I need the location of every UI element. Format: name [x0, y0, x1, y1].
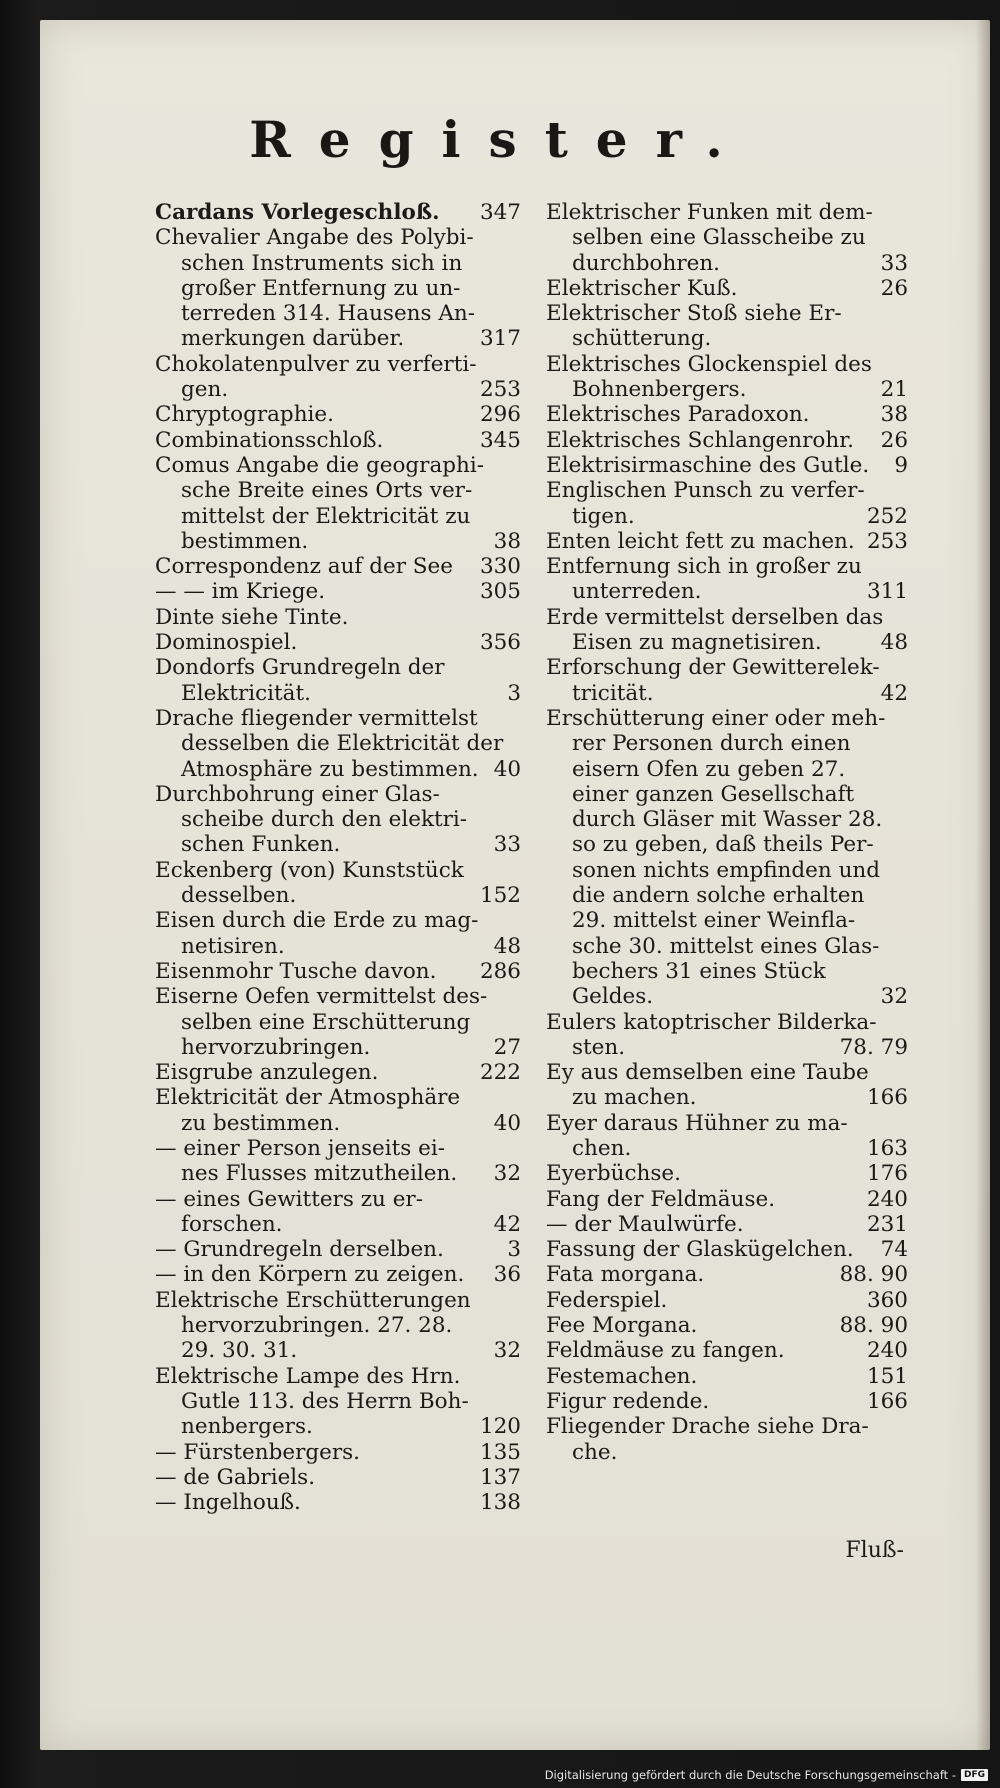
- index-entry: [546, 1288, 908, 1313]
- page-number: 305: [479, 579, 521, 605]
- entry-text-line: eisern Ofen zu geben 27.: [572, 756, 846, 782]
- entry-text-line: selben eine Erschütterung: [181, 1009, 471, 1035]
- entry-text-line: desselben die Elektricität der: [181, 731, 504, 757]
- index-entry: [155, 782, 521, 858]
- entry-text-line: zu bestimmen.: [181, 1110, 341, 1136]
- entry-text-line: Drache fliegender vermittelst: [155, 705, 478, 731]
- page-number: 347: [479, 200, 521, 225]
- entry-text-line: tricität.: [572, 680, 654, 706]
- index-entry: [546, 453, 908, 478]
- index-entry: [546, 1338, 908, 1363]
- entry-text-line: Elektricität.: [181, 680, 311, 706]
- page-edge-shadow: [976, 20, 990, 1750]
- page-number: 74: [880, 1237, 908, 1263]
- index-entry: [546, 529, 908, 554]
- page-number: 88. 90: [839, 1313, 908, 1339]
- entry-text-line: Cardans Vorlegeschloß.: [155, 200, 440, 225]
- index-column-right: [546, 200, 908, 1465]
- index-entry: [546, 1212, 908, 1237]
- entry-text-line: großer Entfernung zu un-: [181, 275, 461, 301]
- page-number: 311: [866, 579, 908, 605]
- entry-text-line: Eyer daraus Hühner zu ma-: [546, 1110, 848, 1136]
- entry-text-line: bechers 31 eines Stück: [572, 958, 826, 984]
- index-entry: [546, 1262, 908, 1287]
- entry-text-line: Eisen durch die Erde zu mag-: [155, 908, 479, 934]
- index-entry: [546, 1161, 908, 1186]
- page-number: 330: [479, 554, 521, 580]
- page-number: 231: [866, 1211, 908, 1237]
- entry-text-line: Eiserne Oefen vermittelst des-: [155, 984, 488, 1010]
- index-entry: [546, 276, 908, 301]
- entry-text-line: nes Flusses mitzutheilen.: [181, 1161, 458, 1187]
- entry-text-line: Englischen Punsch zu verfer-: [546, 478, 865, 504]
- entry-text-line: che.: [572, 1439, 618, 1465]
- entry-text-line: Dinte siehe Tinte.: [155, 604, 349, 630]
- entry-text-line: Elektrisches Paradoxon.: [546, 402, 810, 428]
- entry-text-line: schütterung.: [572, 326, 712, 352]
- entry-text-line: Eulers katoptrischer Bilderka-: [546, 1009, 877, 1035]
- index-entry: [546, 554, 908, 605]
- entry-text-line: Erde vermittelst derselben das: [546, 604, 884, 630]
- entry-text-line: — einer Person jenseits ei-: [155, 1135, 446, 1161]
- index-entry: [155, 1060, 521, 1085]
- entry-text-line: — de Gabriels.: [155, 1464, 316, 1490]
- entry-text-line: Elektrisches Schlangenrohr.: [546, 427, 854, 453]
- entry-text-line: desselben.: [181, 883, 297, 909]
- entry-text-line: Fang der Feldmäuse.: [546, 1186, 776, 1212]
- page-number: 38: [493, 528, 521, 554]
- entry-text-line: Feldmäuse zu fangen.: [546, 1338, 785, 1364]
- index-entry: [155, 1136, 521, 1187]
- dfg-logo-icon: DFG: [961, 1769, 988, 1781]
- page-number: 137: [479, 1464, 521, 1490]
- index-column-left: [155, 200, 521, 1515]
- entry-text-line: zu machen.: [572, 1085, 697, 1111]
- index-entry: [155, 630, 521, 655]
- page-number: 32: [493, 1338, 521, 1364]
- entry-text-line: Erschütterung einer oder meh-: [546, 705, 886, 731]
- entry-text-line: Ey aus demselben eine Taube: [546, 1060, 869, 1086]
- entry-text-line: scheibe durch den elektri-: [181, 807, 468, 833]
- index-entry: [155, 984, 521, 1060]
- index-entry: [546, 1237, 908, 1262]
- page-number: 222: [479, 1060, 521, 1086]
- page-number: 9: [894, 452, 908, 478]
- page-number: 356: [479, 630, 521, 656]
- entry-text-line: netisiren.: [181, 933, 285, 959]
- entry-text-line: — Grundregeln derselben.: [155, 1237, 444, 1263]
- entry-text-line: Fata morgana.: [546, 1262, 705, 1288]
- index-entry: [546, 1010, 908, 1061]
- index-entry: [155, 1187, 521, 1238]
- entry-text-line: Federspiel.: [546, 1287, 668, 1313]
- index-entry: [546, 1111, 908, 1162]
- entry-text-line: Eisen zu magnetisiren.: [572, 630, 822, 656]
- page-number: 151: [866, 1363, 908, 1389]
- entry-text-line: Elektrischer Stoß siehe Er-: [546, 301, 842, 327]
- entry-text-line: — in den Körpern zu zeigen.: [155, 1262, 465, 1288]
- entry-text-line: 29. 30. 31.: [181, 1338, 298, 1364]
- entry-text-line: Elektricität der Atmosphäre: [155, 1085, 461, 1111]
- page-number: 32: [880, 984, 908, 1010]
- footer-text: Digitalisierung gefördert durch die Deutsche Forschungsgemeinschaft -: [544, 1768, 956, 1782]
- entry-text-line: Correspondenz auf der See: [155, 554, 453, 580]
- entry-text-line: Eisenmohr Tusche davon.: [155, 958, 437, 984]
- entry-text-line: Elektrische Lampe des Hrn.: [155, 1363, 461, 1389]
- page-number: 240: [866, 1186, 908, 1212]
- index-entry: [546, 1060, 908, 1111]
- entry-text-line: Chevalier Angabe des Polybi-: [155, 225, 474, 251]
- entry-text-line: schen Funken.: [181, 832, 341, 858]
- page-number: 360: [866, 1287, 908, 1313]
- entry-text-line: — Fürstenbergers.: [155, 1439, 361, 1465]
- index-entry: [546, 1414, 908, 1465]
- entry-text-line: bestimmen.: [181, 528, 309, 554]
- digitization-footer: [545, 1768, 988, 1782]
- page-number: 253: [479, 377, 521, 403]
- entry-text-line: Elektrischer Funken mit dem-: [546, 200, 873, 225]
- entry-text-line: terreden 314. Hausens An-: [181, 301, 476, 327]
- entry-text-line: Elektrisirmaschine des Gutle.: [546, 452, 870, 478]
- page-number: 253: [866, 528, 908, 554]
- entry-text-line: tigen.: [572, 503, 635, 529]
- page-number: 135: [479, 1439, 521, 1465]
- entry-text-line: Eisgrube anzulegen.: [155, 1060, 379, 1086]
- index-entry: [155, 1440, 521, 1465]
- entry-text-line: Chokolatenpulver zu verferti-: [155, 351, 477, 377]
- entry-text-line: hervorzubringen. 27. 28.: [181, 1313, 453, 1339]
- page-number: 317: [479, 326, 521, 352]
- index-entry: [155, 352, 521, 403]
- entry-text-line: Elektrische Erschütterungen: [155, 1287, 471, 1313]
- page-number: 42: [493, 1211, 521, 1237]
- index-entry: [546, 301, 908, 352]
- index-entry: [155, 200, 521, 225]
- index-entry: [546, 428, 908, 453]
- entry-text-line: durch Gläser mit Wasser 28.: [572, 807, 883, 833]
- page-number: 33: [880, 250, 908, 276]
- index-entry: [155, 1262, 521, 1287]
- page-number: 166: [866, 1388, 908, 1414]
- index-entry: [546, 1364, 908, 1389]
- index-entry: [546, 402, 908, 427]
- entry-text-line: Festemachen.: [546, 1363, 698, 1389]
- page-number: 3: [507, 680, 521, 706]
- index-entry: [155, 554, 521, 579]
- index-entry: [546, 1313, 908, 1338]
- page-number: 40: [493, 756, 521, 782]
- entry-text-line: Combinationsschloß.: [155, 427, 384, 453]
- page-number: 48: [493, 933, 521, 959]
- index-entry: [546, 655, 908, 706]
- page-number: 286: [479, 958, 521, 984]
- entry-text-line: Atmosphäre zu bestimmen.: [181, 756, 479, 782]
- page-number: 88. 90: [839, 1262, 908, 1288]
- page-number: 152: [479, 883, 521, 909]
- page-number: 345: [479, 427, 521, 453]
- entry-text-line: Comus Angabe die geographi-: [155, 452, 485, 478]
- index-entry: [155, 453, 521, 554]
- entry-text-line: mittelst der Elektricität zu: [181, 503, 471, 529]
- index-entry: [546, 605, 908, 656]
- entry-text-line: Elektrisches Glockenspiel des: [546, 351, 872, 377]
- page-number: 240: [866, 1338, 908, 1364]
- index-entry: [546, 200, 908, 276]
- page-number: 48: [880, 630, 908, 656]
- entry-text-line: Figur redende.: [546, 1388, 710, 1414]
- page-number: 40: [493, 1110, 521, 1136]
- index-entry: [546, 478, 908, 529]
- page-number: 27: [493, 1034, 521, 1060]
- index-entry: [155, 579, 521, 604]
- page-number: 163: [866, 1135, 908, 1161]
- page-number: 42: [880, 680, 908, 706]
- entry-text-line: Eyerbüchse.: [546, 1161, 681, 1187]
- index-entry: [155, 1490, 521, 1515]
- entry-text-line: sche Breite eines Orts ver-: [181, 478, 473, 504]
- index-entry: [155, 655, 521, 706]
- page-number: 33: [493, 832, 521, 858]
- entry-text-line: — — im Kriege.: [155, 579, 326, 605]
- entry-text-line: Entfernung sich in großer zu: [546, 554, 862, 580]
- index-entry: [155, 605, 521, 630]
- page-number: 32: [493, 1161, 521, 1187]
- index-entry: [155, 225, 521, 351]
- page-number: 78. 79: [839, 1034, 908, 1060]
- entry-text-line: Bohnenbergers.: [572, 377, 747, 403]
- entry-text-line: selben eine Glasscheibe zu: [572, 225, 866, 251]
- entry-text-line: rer Personen durch einen: [572, 731, 851, 757]
- index-entry: [546, 706, 908, 1010]
- index-entry: [155, 1085, 521, 1136]
- entry-text-line: Geldes.: [572, 984, 654, 1010]
- page-number: 176: [866, 1161, 908, 1187]
- index-entry: [155, 1288, 521, 1364]
- page-number: 138: [479, 1490, 521, 1516]
- entry-text-line: Fee Morgana.: [546, 1313, 698, 1339]
- index-entry: [155, 402, 521, 427]
- index-entry: [155, 908, 521, 959]
- page-number: 38: [880, 402, 908, 428]
- entry-text-line: 29. mittelst einer Weinfla-: [572, 908, 856, 934]
- page-number: 3: [507, 1237, 521, 1263]
- entry-text-line: einer ganzen Gesellschaft: [572, 781, 855, 807]
- entry-text-line: Fassung der Glaskügelchen.: [546, 1237, 854, 1263]
- entry-text-line: durchbohren.: [572, 250, 721, 276]
- index-entry: [155, 1465, 521, 1490]
- index-entry: [155, 1237, 521, 1262]
- entry-text-line: schen Instruments sich in: [181, 250, 463, 276]
- entry-text-line: Erforschung der Gewitterelek-: [546, 655, 880, 681]
- entry-text-line: Eckenberg (von) Kunststück: [155, 857, 464, 883]
- entry-text-line: Chryptographie.: [155, 402, 334, 428]
- index-entry: [155, 959, 521, 984]
- index-entry: [546, 352, 908, 403]
- catchword: Fluß-: [845, 1538, 904, 1563]
- page-number: 166: [866, 1085, 908, 1111]
- index-entry: [546, 1389, 908, 1414]
- entry-text-line: — eines Gewitters zu er-: [155, 1186, 423, 1212]
- entry-text-line: merkungen darüber.: [181, 326, 405, 352]
- page-number: 26: [880, 427, 908, 453]
- entry-text-line: so zu geben, daß theils Per-: [572, 832, 874, 858]
- page-title: Register.: [249, 110, 751, 169]
- entry-text-line: Dominospiel.: [155, 630, 298, 656]
- page-number: 36: [493, 1262, 521, 1288]
- entry-text-line: chen.: [572, 1135, 632, 1161]
- page-number: 21: [880, 377, 908, 403]
- entry-text-line: sche 30. mittelst eines Glas-: [572, 933, 880, 959]
- entry-text-line: forschen.: [181, 1211, 283, 1237]
- entry-text-line: gen.: [181, 377, 229, 403]
- entry-text-line: Elektrischer Kuß.: [546, 275, 738, 301]
- entry-text-line: nenbergers.: [181, 1414, 313, 1440]
- index-entry: [546, 1187, 908, 1212]
- entry-text-line: Fliegender Drache siehe Dra-: [546, 1414, 869, 1440]
- index-entry: [155, 1364, 521, 1440]
- entry-text-line: die andern solche erhalten: [572, 883, 865, 909]
- page-number: 296: [479, 402, 521, 428]
- entry-text-line: — Ingelhouß.: [155, 1490, 301, 1516]
- entry-text-line: Dondorfs Grundregeln der: [155, 655, 445, 681]
- entry-text-line: Durchbohrung einer Glas-: [155, 781, 440, 807]
- entry-text-line: Enten leicht fett zu machen.: [546, 528, 855, 554]
- entry-text-line: hervorzubringen.: [181, 1034, 371, 1060]
- index-entry: [155, 858, 521, 909]
- index-entry: [155, 428, 521, 453]
- entry-text-line: Gutle 113. des Herrn Boh-: [181, 1388, 469, 1414]
- entry-text-line: sonen nichts empfinden und: [572, 857, 881, 883]
- page-number: 26: [880, 275, 908, 301]
- entry-text-line: sten.: [572, 1034, 626, 1060]
- entry-text-line: unterreden.: [572, 579, 702, 605]
- page-number: 120: [479, 1414, 521, 1440]
- page-number: 252: [866, 503, 908, 529]
- index-entry: [155, 706, 521, 782]
- entry-text-line: — der Maulwürfe.: [546, 1211, 744, 1237]
